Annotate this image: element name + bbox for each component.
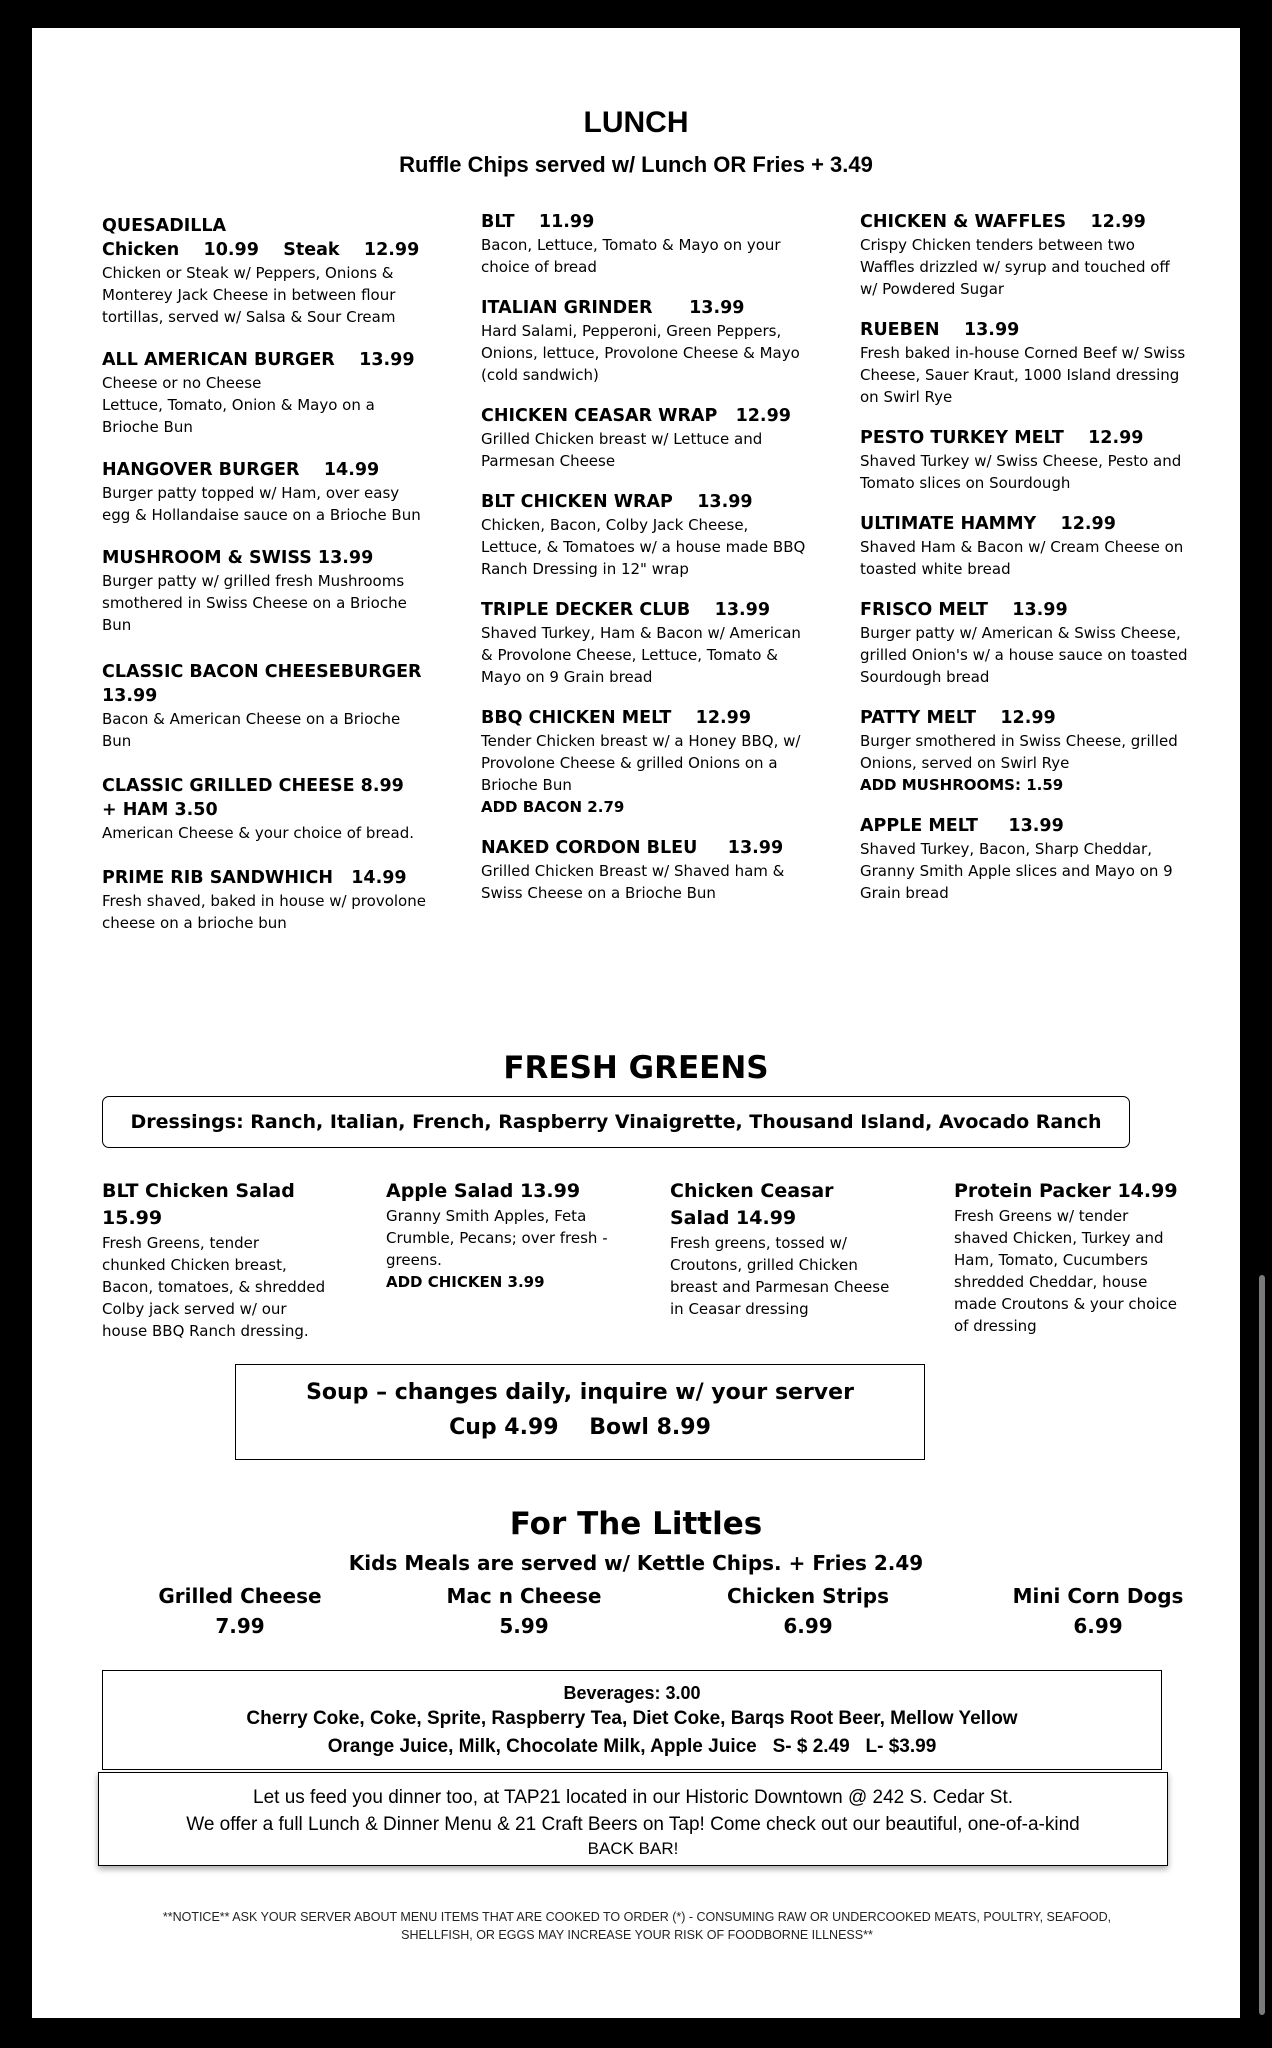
item-description: Bacon & American Cheese on a Brioche Bun [102,710,401,750]
item-title: ULTIMATE HAMMY 12.99 [860,514,1116,534]
notice-line: SHELLFISH, OR EGGS MAY INCREASE YOUR RISK OF FOODBORNE ILLNESS** [401,1928,873,1942]
salad-addon: ADD CHICKEN 3.99 [386,1273,545,1291]
item-description: Grilled Chicken breast w/ Lettuce and Parmesan Cheese [481,430,763,470]
menu-item [481,598,811,688]
salad-title: Protein Packer 14.99 [954,1180,1178,1202]
item-title: ITALIAN GRINDER 13.99 [481,298,745,318]
item-price-line: Chicken 10.99 Steak 12.99 [102,240,420,260]
item-description: Burger patty topped w/ Ham, over easy egg & Hollandaise sauce on a Brioche Bun [102,484,421,524]
item-description: Chicken or Steak w/ Peppers, Onions & Monterey Jack Cheese in between flour tortillas, served w/ Salsa & Sour Cream [102,264,396,326]
beverages-heading: Beverages: 3.00 [563,1683,701,1703]
kids-item [688,1581,928,1641]
tap21-line: Let us feed you dinner too, at TAP21 located in our Historic Downtown @ 242 S. Cedar St. [253,1787,1013,1808]
kids-item-price: 6.99 [783,1614,833,1638]
salad-description: Fresh greens, tossed w/ Croutons, grilled Chicken breast and Parmesan Cheese in Ceasar dressing [670,1234,890,1318]
beverages-juices: Orange Juice, Milk, Chocolate Milk, Apple Juice S- $ 2.49 L- $3.99 [327,1736,937,1757]
salad-item [670,1178,895,1320]
kids-item-name: Grilled Cheese [158,1584,322,1608]
item-title: BBQ CHICKEN MELT 12.99 [481,708,752,728]
tap21-promo-box [98,1772,1168,1866]
item-description: Shaved Turkey, Bacon, Sharp Cheddar, Granny Smith Apple slices and Mayo on 9 Grain bread [860,840,1173,902]
menu-item [481,706,811,818]
menu-item [860,706,1190,796]
item-title: CLASSIC BACON CHEESEBURGER [102,662,422,682]
menu-page [32,28,1240,2018]
item-description: Tender Chicken breast w/ a Honey BBQ, w/ Provolone Cheese & grilled Onions on a Brioche Bun [481,732,801,794]
kids-item-price: 6.99 [1073,1614,1123,1638]
tap21-line: BACK BAR! [587,1839,679,1858]
menu-item [860,512,1190,580]
item-addon: ADD MUSHROOMS: 1.59 [860,776,1064,794]
menu-item [102,348,432,438]
food-safety-notice [122,1908,1152,1944]
item-title: PRIME RIB SANDWHICH 14.99 [102,868,407,888]
menu-item [102,214,432,328]
item-title: BLT CHICKEN WRAP 13.99 [481,492,753,512]
menu-item [481,836,811,904]
menu-item [481,210,811,278]
menu-item [860,318,1190,408]
item-title: CLASSIC GRILLED CHEESE 8.99 [102,776,404,796]
item-title: RUEBEN 13.99 [860,320,1020,340]
kids-item-price: 7.99 [215,1614,265,1638]
item-description: Hard Salami, Pepperoni, Green Peppers, Onions, lettuce, Provolone Cheese & Mayo (cold sandwich) [481,322,800,384]
item-title: BLT 11.99 [481,212,595,232]
salad-description: Fresh Greens, tender chunked Chicken breast, Bacon, tomatoes, & shredded Colby jack served w/ our house BBQ Ranch dressing. [102,1234,326,1340]
soup-box [235,1364,925,1460]
kids-item [978,1581,1218,1641]
salad-title: Chicken Ceasar Salad 14.99 [670,1180,834,1229]
lunch-heading: LUNCH [583,106,689,139]
menu-item [481,404,811,472]
salad-item [102,1178,327,1342]
item-title: FRISCO MELT 13.99 [860,600,1068,620]
lunch-column-1 [102,214,432,934]
salad-title: BLT Chicken Salad 15.99 [102,1180,295,1229]
item-description: Grilled Chicken Breast w/ Shaved ham & Swiss Cheese on a Brioche Bun [481,862,785,902]
item-title: HANGOVER BURGER 14.99 [102,460,380,480]
salad-item [386,1178,611,1293]
menu-item [860,210,1190,300]
item-price-line: 13.99 [102,686,158,706]
item-description: Lettuce, Tomato, Onion & Mayo on a Brioche Bun [102,396,375,436]
item-description: Cheese or no Cheese [102,374,262,392]
menu-item [860,814,1190,904]
vertical-scrollbar[interactable] [1259,1275,1265,2015]
menu-item [481,490,811,580]
item-title: ALL AMERICAN BURGER 13.99 [102,350,415,370]
item-price-line: + HAM 3.50 [102,800,218,820]
menu-item [102,458,432,526]
item-description: Burger patty w/ grilled fresh Mushrooms smothered in Swiss Cheese on a Brioche Bun [102,572,407,634]
item-title: PESTO TURKEY MELT 12.99 [860,428,1144,448]
item-title: PATTY MELT 12.99 [860,708,1056,728]
item-title: NAKED CORDON BLEU 13.99 [481,838,784,858]
item-description: Burger patty w/ American & Swiss Cheese, grilled Onion's w/ a house sauce on toasted Sourdough bread [860,624,1188,686]
item-description: Crispy Chicken tenders between two Waffles drizzled w/ syrup and touched off w/ Powdered Sugar [860,236,1170,298]
item-description: Bacon, Lettuce, Tomato & Mayo on your choice of bread [481,236,781,276]
beverages-box [102,1670,1162,1770]
item-title: CHICKEN CEASAR WRAP 12.99 [481,406,791,426]
kids-item-price: 5.99 [499,1614,549,1638]
greens-heading: FRESH GREENS [503,1050,769,1086]
item-title: APPLE MELT 13.99 [860,816,1064,836]
item-description: American Cheese & your choice of bread. [102,824,414,842]
item-description: Burger smothered in Swiss Cheese, grilled Onions, served on Swirl Rye [860,732,1178,772]
lunch-subtitle: Ruffle Chips served w/ Lunch OR Fries + 3.49 [399,152,873,177]
menu-item [102,774,432,844]
menu-item [102,660,432,752]
item-description: Shaved Turkey w/ Swiss Cheese, Pesto and Tomato slices on Sourdough [860,452,1182,492]
item-title: TRIPLE DECKER CLUB 13.99 [481,600,770,620]
item-description: Fresh shaved, baked in house w/ provolone cheese on a brioche bun [102,892,426,932]
salad-item [954,1178,1179,1337]
item-description: Fresh baked in-house Corned Beef w/ Swiss Cheese, Sauer Kraut, 1000 Island dressing on Swirl Rye [860,344,1186,406]
menu-item [860,598,1190,688]
kids-item [404,1581,644,1641]
lunch-column-3 [860,210,1190,904]
kids-subtitle: Kids Meals are served w/ Kettle Chips. + Fries 2.49 [348,1551,924,1575]
item-title: CHICKEN & WAFFLES 12.99 [860,212,1146,232]
lunch-column-2 [481,210,811,904]
kids-item-name: Mini Corn Dogs [1012,1584,1184,1608]
item-addon: ADD BACON 2.79 [481,798,625,816]
menu-item [860,426,1190,494]
dressings-text: Dressings: Ranch, Italian, French, Raspberry Vinaigrette, Thousand Island, Avocado Ranch [130,1111,1102,1133]
salad-description: Granny Smith Apples, Feta Crumble, Pecans; over fresh -greens. [386,1207,608,1269]
kids-item-name: Mac n Cheese [446,1584,602,1608]
soup-text: Soup – changes daily, inquire w/ your server [306,1380,854,1405]
soup-prices: Cup 4.99 Bowl 8.99 [449,1415,711,1440]
salad-title: Apple Salad 13.99 [386,1180,581,1202]
dressings-box [102,1096,1130,1148]
item-title: MUSHROOM & SWISS 13.99 [102,548,374,568]
notice-line: **NOTICE** ASK YOUR SERVER ABOUT MENU ITEMS THAT ARE COOKED TO ORDER (*) - CONSUMING RAW OR UNDERCOOKED MEATS, POULTRY, SEAFOOD, [162,1910,1112,1924]
beverages-list: Cherry Coke, Coke, Sprite, Raspberry Tea, Diet Coke, Barqs Root Beer, Mellow Yellow [246,1708,1018,1729]
menu-item [481,296,811,386]
item-title: QUESADILLA [102,216,227,236]
menu-item [102,866,432,934]
item-description: Chicken, Bacon, Colby Jack Cheese, Lettuce, & Tomatoes w/ a house made BBQ Ranch Dressing in 12" wrap [481,516,806,578]
menu-item [102,546,432,636]
salad-description: Fresh Greens w/ tender shaved Chicken, Turkey and Ham, Tomato, Cucumbers shredded Cheddar, house made Croutons & your choice of dressing [954,1207,1178,1335]
littles-heading: For The Littles [509,1506,763,1542]
item-description: Shaved Turkey, Ham & Bacon w/ American & Provolone Cheese, Lettuce, Tomato & Mayo on 9 Grain bread [481,624,801,686]
item-description: Shaved Ham & Bacon w/ Cream Cheese on toasted white bread [860,538,1184,578]
kids-item-name: Chicken Strips [726,1584,890,1608]
tap21-line: We offer a full Lunch & Dinner Menu & 21 Craft Beers on Tap! Come check out our beautiful, one-of-a-kind [186,1814,1080,1835]
kids-item [120,1581,360,1641]
